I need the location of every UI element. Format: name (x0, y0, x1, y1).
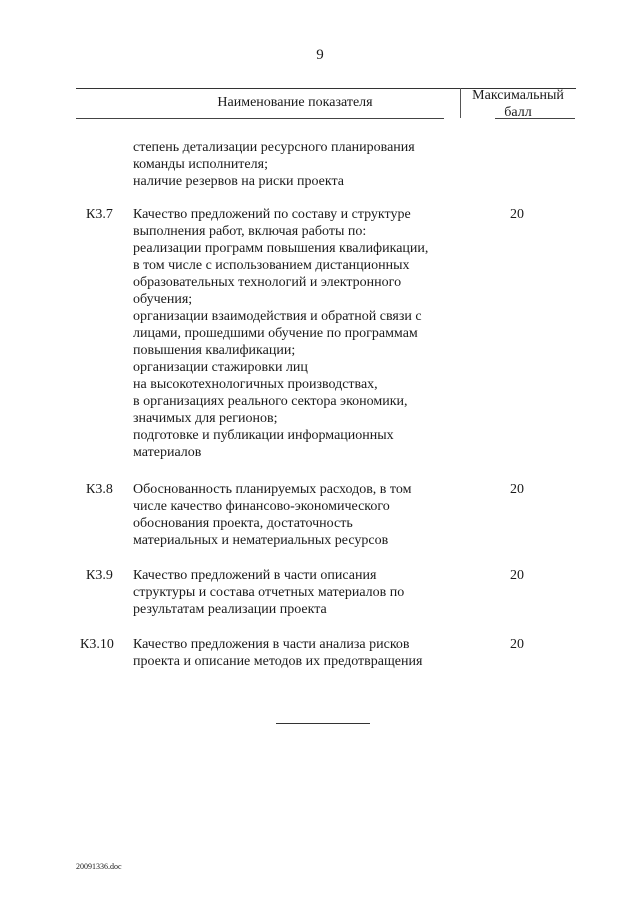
description-line: организации стажировки лиц (133, 360, 308, 375)
description-line: материальных и нематериальных ресурсов (133, 533, 389, 548)
footer-filename: 20091336.doc (76, 862, 122, 871)
description-line: обоснования проекта, достаточность (133, 516, 353, 531)
description-line: Обоснованность планируемых расходов, в том (133, 482, 412, 497)
criterion-description (133, 567, 463, 618)
description-line: реализации программ повышения квалификации, (133, 241, 429, 256)
header-rule-bottom-right (495, 118, 575, 119)
criterion-code: К3.10 (80, 637, 114, 652)
criterion-code: К3.9 (86, 568, 113, 583)
description-line: значимых для регионов; (133, 411, 278, 426)
description-line: образовательных технологий и электронного (133, 275, 402, 290)
criterion-description (133, 636, 463, 670)
criterion-description (133, 206, 463, 461)
continued-line: степень детализации ресурсного планирования (133, 140, 415, 155)
description-line: проекта и описание методов их предотвращения (133, 654, 423, 669)
description-line: подготовке и публикации информационных (133, 428, 394, 443)
description-line: повышения квалификации; (133, 343, 296, 358)
criterion-max-score: 20 (510, 568, 524, 583)
description-line: результатам реализации проекта (133, 602, 327, 617)
description-line: Качество предложений по составу и структуре (133, 207, 411, 222)
description-line: организации взаимодействия и обратной связи с (133, 309, 422, 324)
criterion-code: К3.8 (86, 482, 113, 497)
continued-line: наличие резервов на риски проекта (133, 174, 345, 189)
header-column-separator (460, 88, 461, 118)
description-line: структуры и состава отчетных материалов по (133, 585, 405, 600)
criterion-max-score: 20 (510, 482, 524, 497)
criterion-max-score: 20 (510, 207, 524, 222)
page-number: 9 (316, 47, 324, 63)
criterion-code: К3.7 (86, 207, 113, 222)
description-line: выполнения работ, включая работы по: (133, 224, 367, 239)
criterion-max-score: 20 (510, 637, 524, 652)
continued-text (133, 139, 463, 190)
closing-rule (276, 723, 370, 724)
description-line: обучения; (133, 292, 193, 307)
header-rule-bottom (76, 118, 444, 119)
continued-line: команды исполнителя; (133, 157, 268, 172)
description-line: Качество предложений в части описания (133, 568, 377, 583)
max-score-label-line2: балл (504, 105, 532, 120)
description-line: материалов (133, 445, 202, 460)
description-line: в организациях реального сектора экономики, (133, 394, 408, 409)
description-line: числе качество финансово-экономического (133, 499, 390, 514)
description-line: на высокотехнологичных производствах, (133, 377, 378, 392)
criterion-description (133, 481, 463, 549)
description-line: лицами, прошедшими обучение по программам (133, 326, 418, 341)
column-header-max-score (462, 87, 574, 121)
max-score-label-line1: Максимальный (472, 88, 564, 103)
description-line: Качество предложения в части анализа рисков (133, 637, 410, 652)
description-line: в том числе с использованием дистанционных (133, 258, 410, 273)
column-header-name: Наименование показателя (217, 95, 373, 110)
